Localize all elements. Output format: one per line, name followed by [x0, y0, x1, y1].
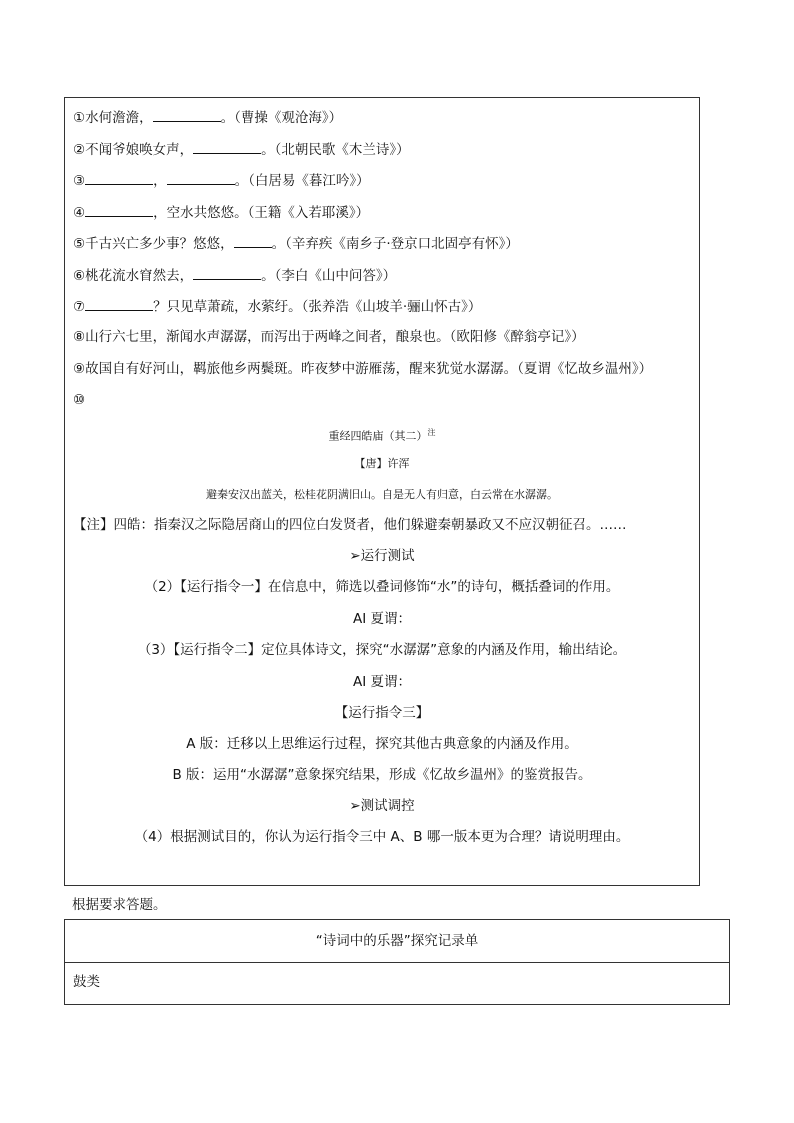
item-number: ③: [73, 173, 86, 189]
info-item-10: [73, 390, 85, 410]
fill-item-2: ②不闻爷娘唤女声， 。（北朝民歌《木兰诗》）: [73, 139, 410, 160]
question-3: （3）【运行指令二】定位具体诗文，探究“水潺潺”意象的内涵及作用，输出结论。: [137, 642, 627, 658]
answer-blank[interactable]: [193, 265, 261, 280]
item-number: ⑥: [73, 268, 86, 284]
answer-blank[interactable]: [85, 296, 153, 311]
poem-note: 【注】四皓：指秦汉之际隐居商山的四位白发贤者，他们躲避秦朝暴政又不应汉朝征召。……: [73, 517, 627, 533]
instruction-text: 根据要求答题。: [72, 897, 167, 913]
item-number: ⑤: [73, 236, 86, 252]
command-3-title: 【运行指令三】: [334, 705, 430, 721]
record-table-title: “诗词中的乐器”探究记录单: [65, 920, 729, 963]
answer-blank[interactable]: [85, 202, 153, 217]
poem-title: 重经四皓庙（其二）$^注$: [328, 428, 436, 443]
item-number: ⑧: [73, 329, 86, 345]
answer-blank[interactable]: [234, 233, 272, 248]
question-box: [64, 97, 700, 886]
info-item-9: ⑨故国自有好河山，羁旅他乡两鬓斑。昨夜梦中游雁荡，醒来犹觉水潺潺。（夏谓《忆故乡温州》）: [73, 361, 653, 377]
fill-item-1: ①水何澹澹， 。（曹操《观沧海》）: [73, 107, 342, 128]
fill-item-4: ④ ，空水共悠悠。（王籍《入若耶溪》）: [73, 202, 369, 223]
poem-author: 【唐】许浑: [354, 457, 410, 470]
version-a: A 版：迁移以上思维运行过程，探究其他古典意象的内涵及作用。: [186, 736, 578, 752]
note-mark: 注: [427, 428, 436, 437]
version-b: B 版：运用“水潺潺”意象探究结果，形成《忆故乡温州》的鉴赏报告。: [172, 767, 592, 783]
answer-blank[interactable]: [153, 107, 221, 122]
item-number: ①: [73, 110, 86, 126]
record-table-row-drums: 鼓类: [73, 974, 100, 990]
section-run-test: ➢运行测试: [349, 548, 415, 564]
poem-text: 避秦安汉出蓝关，松桂花阴满旧山。自是无人有归意，白云常在水潺潺。: [206, 488, 558, 501]
question-2: （2）【运行指令一】在信息中，筛选以叠词修饰“水”的诗句，概括叠词的作用。: [144, 579, 620, 595]
item-number: ②: [73, 142, 86, 158]
fill-item-6: ⑥桃花流水窅然去， 。（李白《山中问答》）: [73, 265, 396, 286]
item-number: ⑩: [73, 392, 86, 408]
record-table: [64, 919, 730, 1005]
item-number: ⑨: [73, 361, 86, 377]
question-4: （4）根据测试目的，你认为运行指令三中 A、B 哪一版本更为合理？请说明理由。: [134, 829, 630, 845]
item-number: ⑦: [73, 299, 86, 315]
ai-label-2: AI 夏谓：: [352, 674, 411, 690]
ai-label-1: AI 夏谓：: [352, 611, 411, 627]
item-number: ④: [73, 205, 86, 221]
fill-item-7: ⑦ ？只见草萧疏，水萦纡。（张养浩《山坡羊·骊山怀古》）: [73, 296, 481, 317]
answer-blank[interactable]: [85, 170, 153, 185]
info-item-8: ⑧山行六七里，渐闻水声潺潺，而泻出于两峰之间者，酿泉也。（欧阳修《醉翁亭记》）: [73, 329, 585, 345]
fill-item-5: ⑤千古兴亡多少事？悠悠， 。（辛弃疾《南乡子·登京口北固亭有怀》）: [73, 233, 519, 254]
answer-blank[interactable]: [167, 170, 235, 185]
section-adjust: ➢测试调控: [349, 798, 415, 814]
fill-item-3: ③ ， 。（白居易《暮江吟》）: [73, 170, 370, 191]
answer-blank[interactable]: [193, 139, 261, 154]
